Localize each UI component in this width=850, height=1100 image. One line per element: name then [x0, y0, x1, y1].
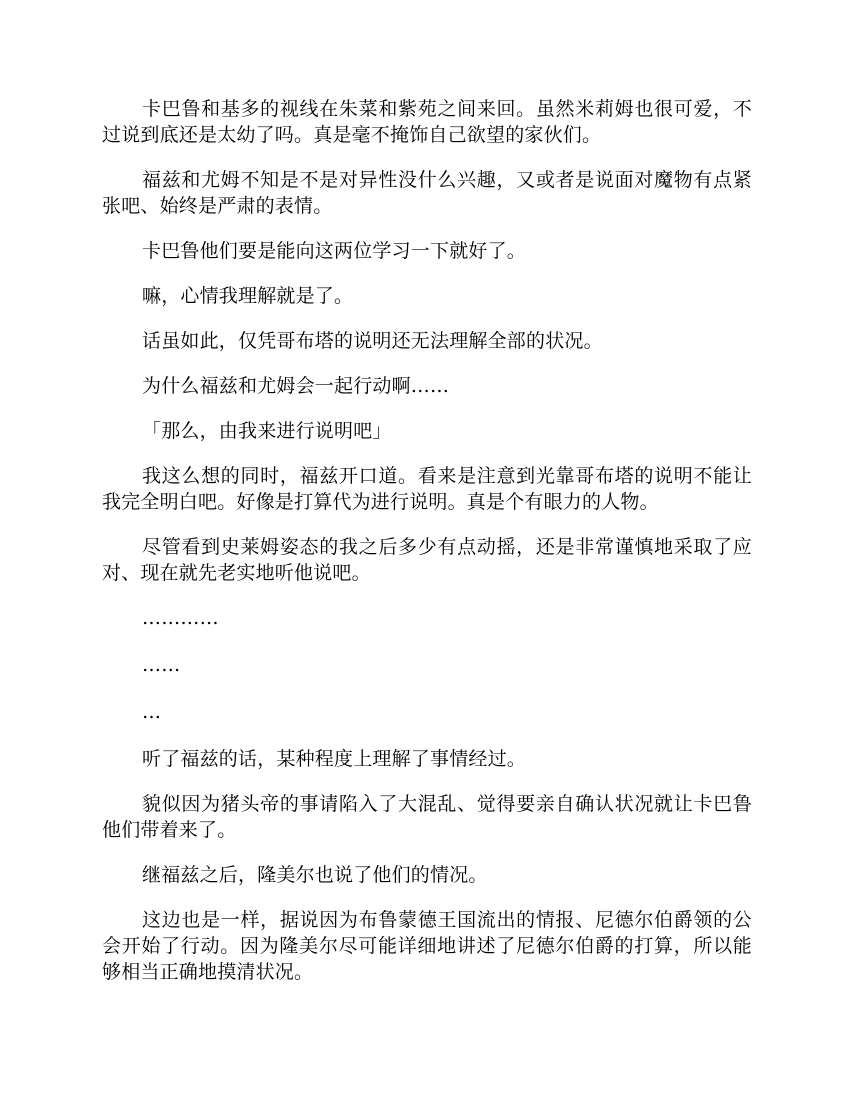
- ellipsis-paragraph: …………: [142, 607, 219, 629]
- paragraph: 尽管看到史莱姆姿态的我之后多少有点动摇，还是非常谨慎地采取了应对、现在就先老实地听他说吧。: [102, 536, 752, 584]
- paragraph: 嘛，心情我理解就是了。: [142, 285, 354, 307]
- paragraph: 听了福兹的话，某种程度上理解了事情经过。: [142, 748, 527, 770]
- paragraph: 话虽如此，仅凭哥布塔的说明还无法理解全部的状况。: [142, 330, 603, 352]
- paragraph: 卡巴鲁和基多的视线在朱菜和紫苑之间来回。虽然米莉姆也很可爱，不过说到底还是太幼了吗。真是毫不掩饰自己欲望的家伙们。: [102, 98, 752, 146]
- paragraph: 继福兹之后，隆美尔也说了他们的情况。: [142, 864, 488, 886]
- paragraph: 为什么福兹和尤姆会一起行动啊……: [142, 375, 450, 397]
- paragraph: 卡巴鲁他们要是能向这两位学习一下就好了。: [142, 240, 527, 262]
- paragraph: 貌似因为猪头帝的事请陷入了大混乱、觉得要亲自确认状况就让卡巴鲁他们带着来了。: [102, 793, 752, 841]
- paragraph: 福兹和尤姆不知是不是对异性没什么兴趣，又或者是说面对魔物有点紧张吧、始终是严肃的表情。: [102, 169, 752, 217]
- document-body: [102, 96, 752, 1004]
- ellipsis-paragraph: …: [142, 701, 162, 723]
- paragraph: 我这么想的同时，福兹开口道。看来是注意到光靠哥布塔的说明不能让我完全明白吧。好像是打算代为进行说明。真是个有眼力的人物。: [102, 465, 752, 513]
- dialogue-paragraph: 「那么，由我来进行说明吧」: [142, 420, 392, 442]
- paragraph: 这边也是一样，据说因为布鲁蒙德王国流出的情报、尼德尔伯爵领的公会开始了行动。因为隆美尔尽可能详细地讲述了尼德尔伯爵的打算，所以能够相当正确地摸清状况。: [102, 909, 752, 983]
- ellipsis-paragraph: ……: [142, 654, 181, 676]
